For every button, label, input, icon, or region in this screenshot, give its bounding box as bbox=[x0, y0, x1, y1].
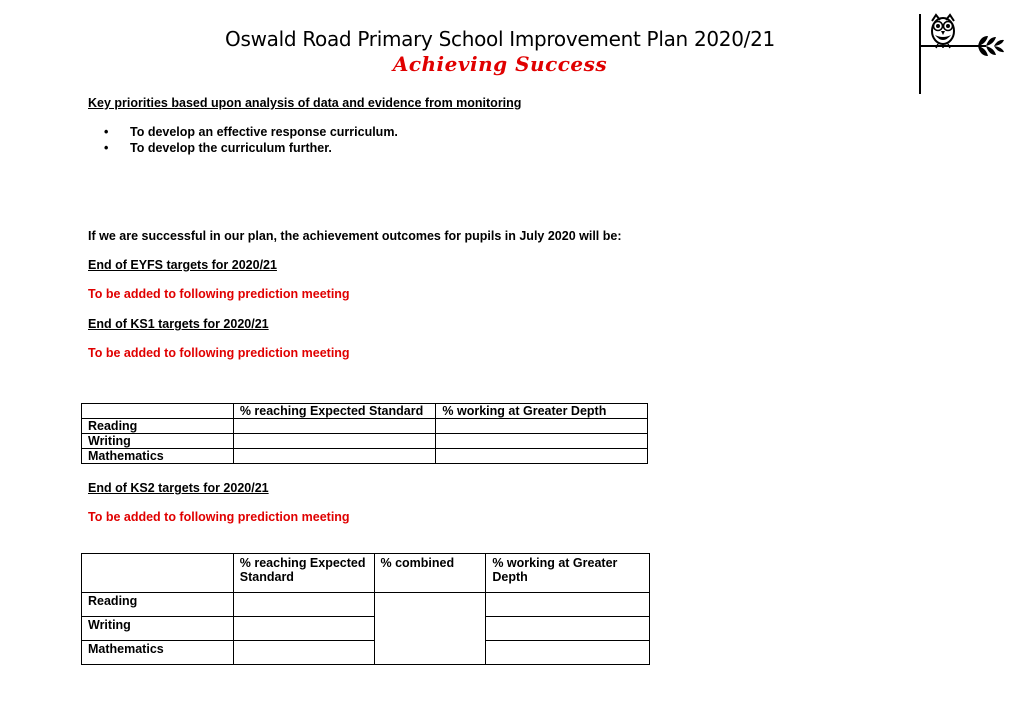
priorities-heading: Key priorities based upon analysis of data and evidence from monitoring bbox=[88, 96, 522, 110]
row-label: Mathematics bbox=[82, 449, 234, 464]
table-cell bbox=[486, 617, 650, 641]
row-label: Writing bbox=[82, 617, 234, 641]
table-row bbox=[82, 434, 648, 449]
document-title: Oswald Road Primary School Improvement Plan 2020/21 bbox=[225, 27, 775, 51]
ks1-note: To be added to following prediction meeting bbox=[88, 346, 350, 360]
table-header-row bbox=[82, 554, 650, 593]
table-header-cell: % reaching Expected Standard bbox=[233, 404, 436, 419]
table-cell bbox=[233, 434, 436, 449]
table-header-cell: % reaching Expected Standard bbox=[233, 554, 374, 593]
table-cell bbox=[233, 449, 436, 464]
table-cell bbox=[436, 434, 648, 449]
table-cell bbox=[233, 641, 374, 665]
table-cell bbox=[436, 449, 648, 464]
row-label: Writing bbox=[82, 434, 234, 449]
table-cell bbox=[233, 419, 436, 434]
ks2-heading: End of KS2 targets for 2020/21 bbox=[88, 481, 269, 495]
table-header-row bbox=[82, 404, 648, 419]
table-cell bbox=[233, 593, 374, 617]
document-subtitle: Achieving Success bbox=[392, 52, 608, 76]
table-cell bbox=[486, 593, 650, 617]
combined-cell bbox=[374, 593, 486, 665]
ks2-targets-table bbox=[81, 553, 650, 665]
table-row bbox=[82, 641, 650, 665]
table-cell bbox=[486, 641, 650, 665]
table-header-cell: % working at Greater Depth bbox=[436, 404, 648, 419]
priorities-list bbox=[104, 124, 398, 156]
table-header-cell: % working at Greater Depth bbox=[486, 554, 650, 593]
ks2-note: To be added to following prediction meeting bbox=[88, 510, 350, 524]
ks1-targets-table bbox=[81, 403, 648, 464]
owl-on-branch-icon bbox=[916, 12, 1012, 98]
outcomes-intro: If we are successful in our plan, the achievement outcomes for pupils in July 2020 will be: bbox=[88, 229, 622, 243]
table-row bbox=[82, 593, 650, 617]
table-header-cell bbox=[82, 404, 234, 419]
table-header-cell: % combined bbox=[374, 554, 486, 593]
row-label: Reading bbox=[82, 593, 234, 617]
table-cell bbox=[436, 419, 648, 434]
row-label: Mathematics bbox=[82, 641, 234, 665]
table-header-cell bbox=[82, 554, 234, 593]
table-row bbox=[82, 449, 648, 464]
priority-item: • To develop the curriculum further. bbox=[104, 140, 398, 156]
row-label: Reading bbox=[82, 419, 234, 434]
table-cell bbox=[233, 617, 374, 641]
table-row bbox=[82, 419, 648, 434]
ks1-heading: End of KS1 targets for 2020/21 bbox=[88, 317, 269, 331]
eyfs-note: To be added to following prediction meeting bbox=[88, 287, 350, 301]
priority-item: • To develop an effective response curriculum. bbox=[104, 124, 398, 140]
eyfs-heading: End of EYFS targets for 2020/21 bbox=[88, 258, 277, 272]
table-row bbox=[82, 617, 650, 641]
